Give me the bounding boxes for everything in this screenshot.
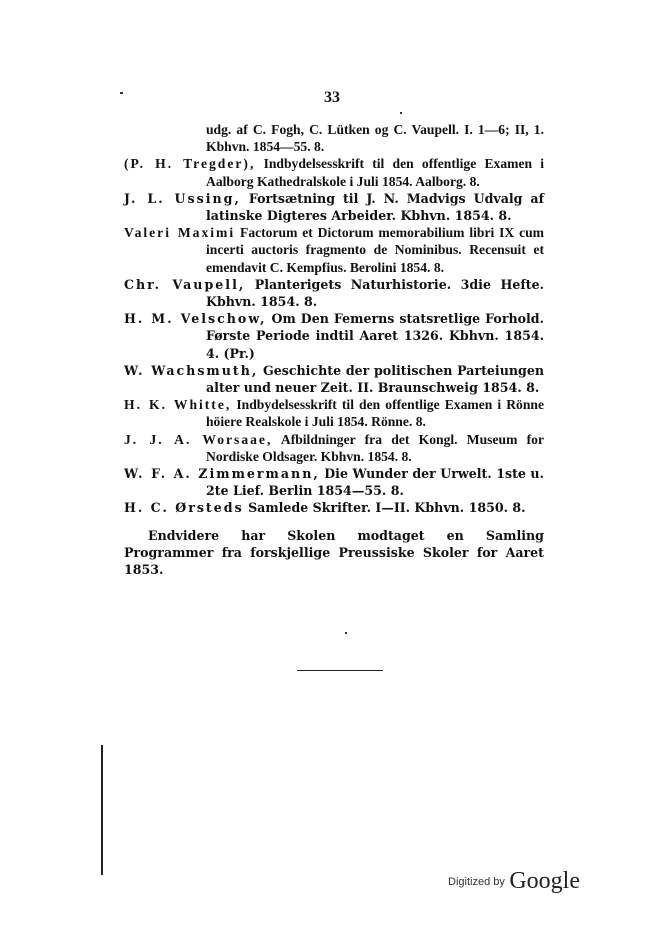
scan-speck	[400, 112, 402, 114]
bibliography-entry	[124, 431, 544, 465]
bibliography-entry	[124, 155, 544, 189]
margin-line	[101, 745, 103, 875]
entry-text: Indbydelsesskrift til den offentlige Examen i Rönne höiere Realskole i Juli 1854. Rönne. 8.	[206, 397, 544, 430]
bibliography-entry	[124, 465, 544, 499]
entry-author: W. Wachsmuth,	[124, 362, 259, 378]
entry-text: Samlede Skrifter. I—II. Kbhvn. 1850. 8.	[248, 500, 526, 516]
entry-text: udg. af C. Fogh, C. Lütken og C. Vaupell. I. 1—6; II, 1. Kbhvn. 1854—55. 8.	[206, 122, 544, 155]
entry-text: Indbydelsesskrift til den offentlige Examen i Aalborg Kathedralskole i Juli 1854. Aalborg. 8.	[206, 156, 545, 189]
scan-speck	[120, 92, 123, 94]
bibliography-entry	[124, 224, 544, 276]
entry-text: Afbildninger fra det Kongl. Museum for Nordiske Oldsager. Kbhvn. 1854. 8.	[206, 431, 544, 464]
bibliography-entry	[124, 396, 544, 430]
closing-note: Endvidere har Skolen modtaget en Samling Programmer fra forskjellige Preussiske Skoler for Aaret 1853.	[124, 527, 544, 578]
entry-text: Fortsætning til J. N. Madvigs Udvalg af latinske Digteres Arbeider. Kbhvn. 1854. 8.	[206, 190, 544, 224]
entry-author: H. C. Ørsteds	[124, 500, 244, 516]
page-number: 33	[324, 89, 340, 106]
bibliography-entry	[124, 190, 544, 224]
entry-author: H. K. Whitte,	[124, 397, 232, 413]
entry-author: Chr. Vaupell,	[124, 276, 246, 292]
entry-author: J. J. A. Worsaae,	[124, 431, 273, 447]
bibliography-entry	[124, 121, 544, 155]
entry-text: Die Wunder der Urwelt. 1ste u. 2te Lief. Berlin 1854—55. 8.	[206, 466, 544, 499]
entry-author: Valeri Maximi	[124, 225, 236, 241]
digitized-watermark	[448, 868, 580, 895]
google-logo: Google	[509, 868, 580, 894]
bibliography-entry	[124, 310, 544, 362]
bibliography-list	[124, 121, 544, 578]
entry-text: Planterigets Naturhistorie. 3die Hefte. Kbhvn. 1854. 8.	[206, 276, 544, 310]
bibliography-entry	[124, 362, 544, 396]
entry-author: H. M. Velschow,	[124, 311, 267, 327]
entry-text: Factorum et Dictorum memorabilium libri IX cum incerti auctoris fragmento de Nominibus. Recensuit et emendavit C. Kempfius. Berolini 1854. 8.	[206, 225, 544, 275]
entry-text: Om Den Femerns statsretlige Forhold. Første Periode indtil Aaret 1326. Kbhvn. 1854. 4. (Pr.)	[206, 311, 544, 361]
entry-author: W. F. A. Zimmermann,	[124, 466, 320, 482]
entry-author: (P. H. Tregder),	[124, 156, 256, 172]
bibliography-entry	[124, 276, 544, 310]
digitized-by-text: Digitized by	[448, 876, 505, 888]
scan-speck	[345, 632, 347, 634]
section-divider	[297, 670, 383, 671]
entry-text: Geschichte der politischen Parteiungen alter und neuer Zeit. II. Braunschweig 1854. 8.	[206, 362, 545, 396]
entry-author: J. L. Ussing,	[124, 190, 241, 206]
bibliography-entry	[124, 499, 544, 516]
